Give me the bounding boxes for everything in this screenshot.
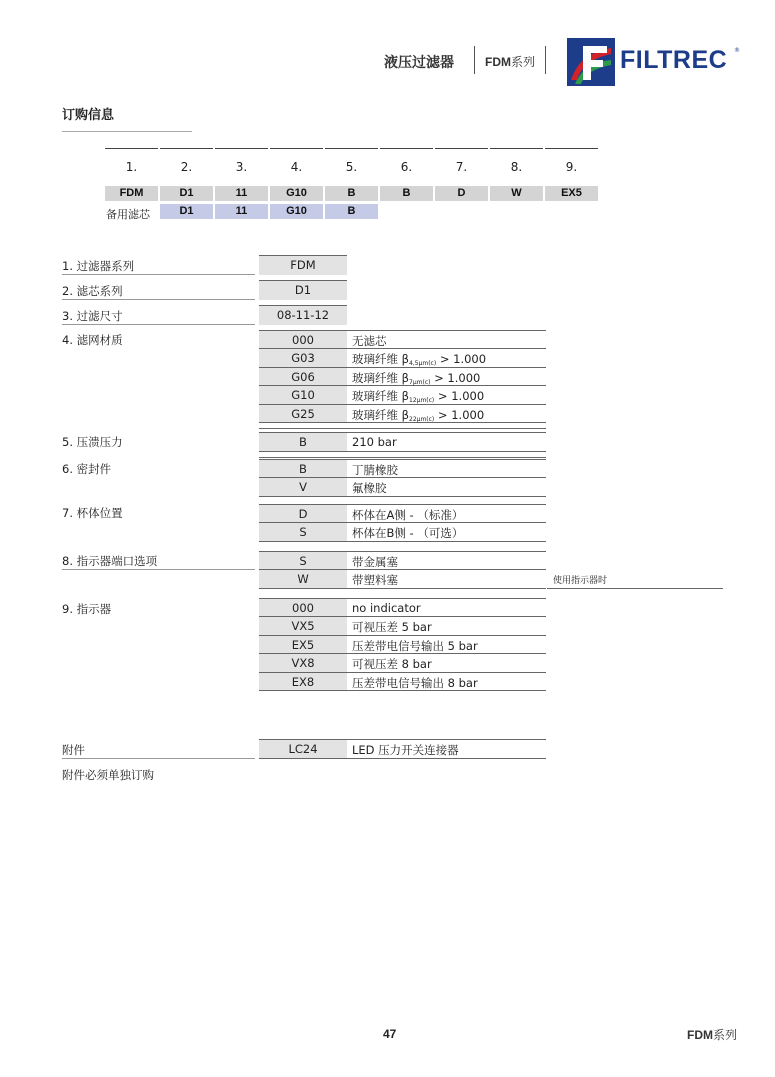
option-description: 可视压差 8 bar (352, 657, 432, 671)
row-line (259, 459, 546, 460)
category-label: 9. 指示器 (62, 602, 112, 616)
option-code: G25 (291, 407, 315, 421)
code-column (105, 148, 158, 174)
category-label: 2. 滤芯系列 (62, 284, 123, 298)
code-number: 6. (400, 160, 413, 174)
row-line (259, 428, 546, 429)
row-line (259, 672, 546, 673)
example-code-cell: B (325, 186, 378, 201)
desc-text: 玻璃纤维 β (352, 371, 409, 385)
code-column (160, 148, 213, 174)
category-rule (62, 299, 255, 300)
option-description: 杯体在B侧 - （可选） (352, 526, 464, 540)
row-line (259, 588, 546, 589)
category-rule (62, 569, 255, 570)
row-line (259, 541, 546, 542)
option-code: G06 (291, 370, 315, 384)
row-line (259, 598, 546, 599)
category-rule (62, 274, 255, 275)
brand-name: FILTREC (620, 46, 728, 74)
code-column (270, 148, 323, 174)
code-column (490, 148, 543, 174)
option-code: B (299, 462, 307, 476)
code-number: 8. (510, 160, 523, 174)
accessory-footnote: 附件必须单独订购 (62, 768, 154, 782)
note-line (547, 588, 723, 589)
desc-text: 玻璃纤维 β (352, 389, 409, 403)
option-description: 丁腈橡胶 (352, 463, 398, 477)
option-description: no indicator (352, 601, 421, 615)
option-description: 可视压差 5 bar (352, 620, 432, 634)
example-code-cell: D1 (160, 186, 213, 201)
option-code: S (299, 554, 307, 568)
option-description (352, 407, 484, 423)
category-label: 3. 过滤尺寸 (62, 309, 123, 323)
filtrec-logo-icon (567, 38, 615, 86)
desc-text: > 1.000 (430, 371, 481, 385)
code-number: 2. (180, 160, 193, 174)
option-code: G10 (291, 388, 315, 402)
spare-code-cell: D1 (160, 204, 213, 219)
section-title: 订购信息 (62, 108, 115, 123)
row-line (259, 367, 546, 368)
category-rule (62, 758, 255, 759)
option-value: D1 (259, 280, 347, 300)
option-code: G03 (291, 351, 315, 365)
row-line (259, 504, 546, 505)
example-code-cell: EX5 (545, 186, 598, 201)
row-line (259, 551, 546, 552)
row-line (259, 451, 546, 452)
header-series-code: FDM (485, 55, 511, 69)
row-line (259, 616, 546, 617)
header-series-suffix: 系列 (511, 55, 536, 69)
option-code: V (299, 480, 307, 494)
row-line (259, 404, 546, 405)
desc-subscript: 7μm(c) (409, 379, 431, 386)
option-code: EX5 (291, 638, 315, 652)
option-description (352, 370, 480, 386)
option-code: S (299, 525, 307, 539)
option-code: VX8 (291, 656, 315, 670)
option-code: B (299, 435, 307, 449)
row-line (259, 496, 546, 497)
category-label: 4. 滤网材质 (62, 333, 123, 347)
option-description (352, 351, 486, 367)
option-description: 杯体在A侧 - （标准） (352, 508, 464, 522)
example-code-cell: D (435, 186, 488, 201)
row-line (259, 432, 546, 433)
example-code-cell: FDM (105, 186, 158, 201)
option-code: LC24 (288, 742, 318, 756)
footer-series (687, 1026, 737, 1043)
category-label: 6. 密封件 (62, 462, 112, 476)
page-number: 47 (383, 1027, 397, 1041)
option-description: 带金属塞 (352, 555, 398, 569)
example-code-cell: 11 (215, 186, 268, 201)
spare-element-label: 备用滤芯 (106, 208, 150, 221)
code-column (435, 148, 488, 174)
desc-text: > 1.000 (434, 408, 485, 422)
category-label: 附件 (62, 743, 85, 757)
row-line (259, 635, 546, 636)
option-code: VX5 (291, 619, 315, 633)
header-title: 液压过滤器 (384, 55, 454, 71)
row-line (259, 457, 546, 458)
option-code: W (297, 572, 309, 586)
desc-text: > 1.000 (436, 352, 487, 366)
desc-subscript: 12μm(c) (409, 397, 435, 404)
code-number: 3. (235, 160, 248, 174)
header-series (485, 53, 535, 70)
option-description: 压差带电信号输出 8 bar (352, 676, 478, 690)
spare-code-cell: B (325, 204, 378, 219)
footer-series-code: FDM (687, 1028, 713, 1042)
option-code: 000 (292, 333, 314, 347)
option-description (352, 388, 484, 404)
code-number: 4. (290, 160, 303, 174)
option-value: FDM (259, 255, 347, 275)
header-divider (545, 46, 546, 74)
header-divider (474, 46, 475, 74)
desc-text: 玻璃纤维 β (352, 352, 409, 366)
desc-subscript: 4,5μm(c) (409, 360, 437, 367)
example-code-cell: B (380, 186, 433, 201)
option-description: 210 bar (352, 435, 397, 449)
option-description: 氟橡胶 (352, 481, 387, 495)
footer-series-suffix: 系列 (713, 1028, 738, 1042)
example-code-cell: G10 (270, 186, 323, 201)
row-line (259, 569, 546, 570)
option-description: LED 压力开关连接器 (352, 743, 459, 757)
option-code: EX8 (291, 675, 315, 689)
code-column (325, 148, 378, 174)
code-column (215, 148, 268, 174)
code-column (545, 148, 598, 174)
example-code-cell: W (490, 186, 543, 201)
option-description: 带塑料塞 (352, 573, 398, 587)
row-line (259, 477, 546, 478)
section-rule (62, 131, 192, 132)
option-value: 08-11-12 (259, 305, 347, 325)
brand-registered-mark: ® (734, 47, 740, 54)
category-label: 7. 杯体位置 (62, 506, 123, 520)
row-line (259, 330, 546, 331)
desc-subscript: 22μm(c) (409, 416, 435, 423)
category-label: 1. 过滤器系列 (62, 259, 135, 273)
row-line (259, 758, 546, 759)
option-description: 无滤芯 (352, 334, 387, 348)
indicator-note: 使用指示器时 (553, 576, 608, 586)
category-rule (62, 324, 255, 325)
row-line (259, 739, 546, 740)
code-number: 5. (345, 160, 358, 174)
code-number: 7. (455, 160, 468, 174)
code-number: 1. (125, 160, 138, 174)
desc-text: 玻璃纤维 β (352, 408, 409, 422)
option-code: D (298, 507, 308, 521)
spare-code-cell: G10 (270, 204, 323, 219)
category-label: 5. 压溃压力 (62, 435, 123, 449)
spare-code-cell: 11 (215, 204, 268, 219)
option-code: 000 (292, 601, 314, 615)
option-description: 压差带电信号输出 5 bar (352, 639, 478, 653)
code-number: 9. (565, 160, 578, 174)
category-label: 8. 指示器端口选项 (62, 554, 158, 568)
code-column (380, 148, 433, 174)
desc-text: > 1.000 (434, 389, 485, 403)
row-line (259, 348, 546, 349)
